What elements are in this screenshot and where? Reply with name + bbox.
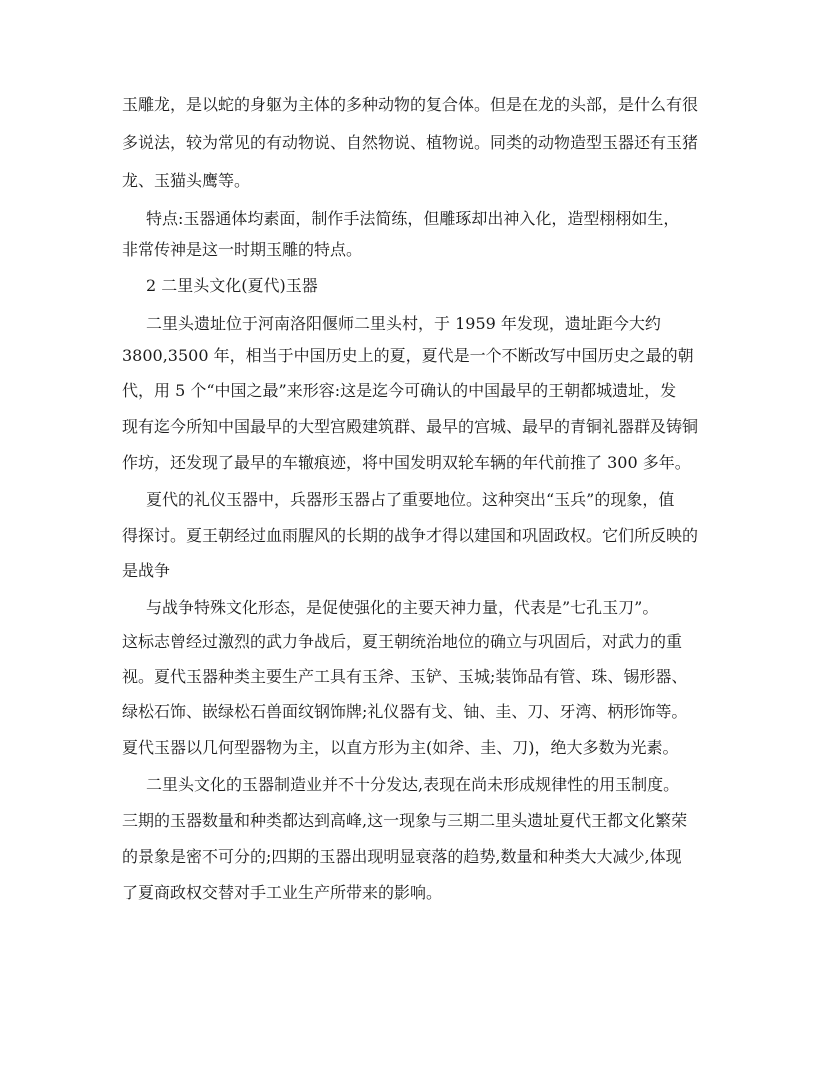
text-line: 现有迄今所知中国最早的大型宫殿建筑群、最早的宫城、最早的青铜礼器群及铸铜 bbox=[122, 417, 699, 436]
text-line: 非常传神是这一时期玉雕的特点。 bbox=[122, 240, 363, 259]
text-line: 三期的玉器数量和种类都达到高峰,这一现象与三期二里头遗址夏代王都文化繁荣 bbox=[122, 811, 688, 830]
text-line: 二里头文化的玉器制造业并不十分发达,表现在尚未形成规律性的用玉制度。 bbox=[146, 775, 680, 794]
text-line: 与战争特殊文化形态，是促使强化的主要天神力量，代表是”七孔玉刀”。 bbox=[146, 598, 659, 617]
text-line: 这标志曾经过激烈的武力争战后，夏王朝统治地位的确立与巩固后，对武力的重 bbox=[122, 632, 683, 651]
text-line: 了夏商政权交替对手工业生产所带来的影响。 bbox=[122, 883, 443, 902]
text-line: 龙、玉猫头鹰等。 bbox=[122, 171, 251, 190]
text-line: 代，用 5 个“中国之最”来形容:这是迄今可确认的中国最早的王朝都城遗址，发 bbox=[122, 381, 677, 400]
text-line: 视。夏代玉器种类主要生产工具有玉斧、玉铲、玉城;装饰品有管、珠、锡形器、 bbox=[122, 667, 688, 686]
text-line: 多说法，较为常见的有动物说、自然物说、植物说。同类的动物造型玉器还有玉猪 bbox=[122, 133, 699, 152]
text-line: 作坊，还发现了最早的车辙痕迹，将中国发明双轮车辆的年代前推了 300 多年。 bbox=[122, 453, 691, 472]
text-line: 夏代玉器以几何型器物为主，以直方形为主(如斧、圭、刀)，绝大多数为光素。 bbox=[122, 738, 679, 757]
text-line: 夏代的礼仪玉器中，兵器形玉器占了重要地位。这种突出“玉兵”的现象，值 bbox=[146, 490, 675, 509]
text-line: 的景象是密不可分的;四期的玉器出现明显衰落的趋势,数量和种类大大减少,体现 bbox=[122, 847, 682, 866]
text-line: 玉雕龙，是以蛇的身躯为主体的多种动物的复合体。但是在龙的头部，是什么有很 bbox=[122, 95, 699, 114]
text-line: 特点:玉器通体均素面，制作手法简练，但雕琢却出神入化，造型栩栩如生， bbox=[146, 209, 680, 228]
text-line: 得探讨。夏王朝经过血雨腥风的长期的战争才得以建国和巩固政权。它们所反映的 bbox=[122, 526, 699, 545]
text-line: 是战争 bbox=[122, 561, 171, 580]
section-heading: 2 二里头文化(夏代)玉器 bbox=[146, 276, 318, 295]
text-line: 二里头遗址位于河南洛阳偃师二里头村，于 1959 年发现，遗址距今大约 bbox=[146, 314, 661, 333]
text-line: 绿松石饰、嵌绿松石兽面纹钢饰牌;礼仪器有戈、铀、圭、刀、牙湾、柄形饰等。 bbox=[122, 702, 688, 721]
text-line: 3800,3500 年，相当于中国历史上的夏，夏代是一个不断改写中国历史之最的朝 bbox=[122, 346, 694, 365]
